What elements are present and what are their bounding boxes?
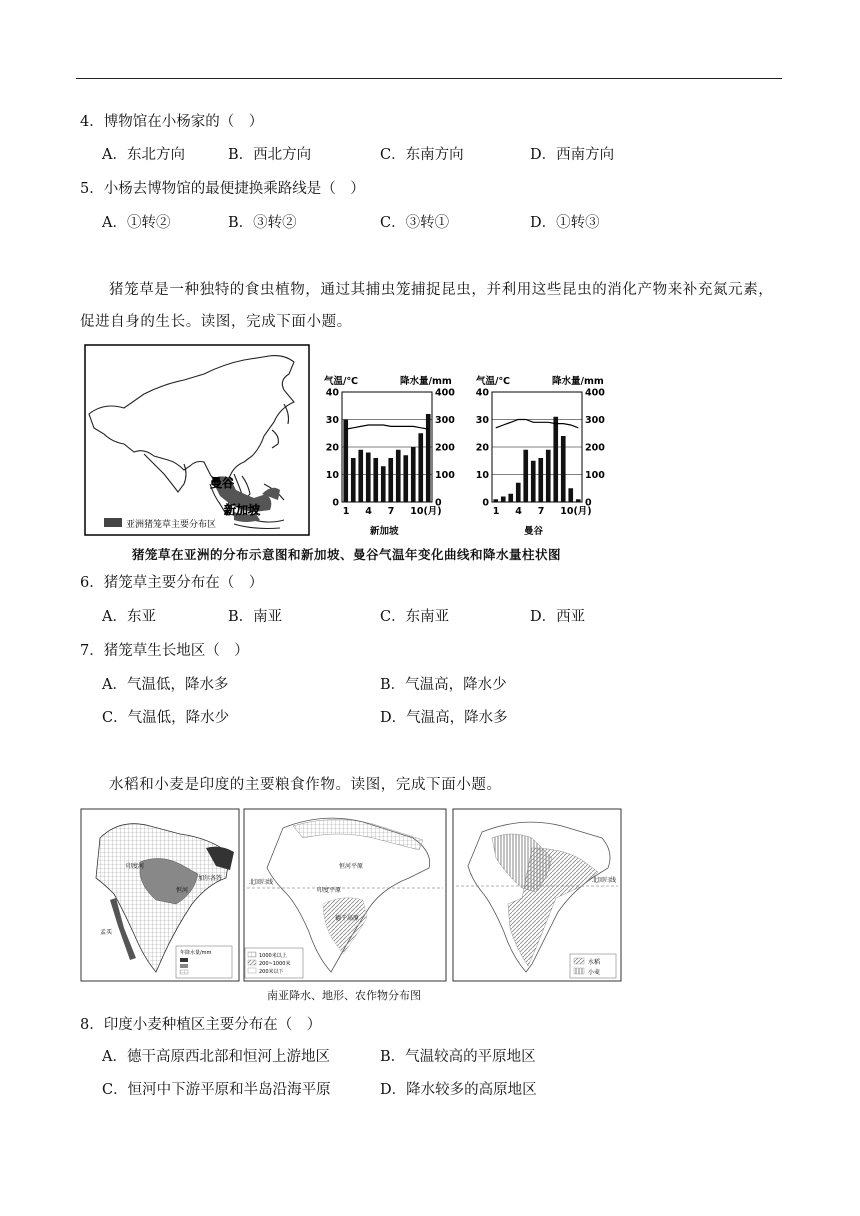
bk-precip-bar [553, 417, 558, 502]
sg-precip-tick: 100 [435, 470, 455, 481]
sg-precip-tick: 300 [435, 415, 455, 426]
sg-month-tick: 7 [387, 506, 395, 517]
q6-option-d[interactable]: D．西亚 [530, 609, 586, 625]
bk-precip-tick: 0 [585, 497, 592, 509]
q8-option-d[interactable]: D．降水较多的高原地区 [380, 1082, 537, 1098]
bk-precip-bar [501, 497, 506, 503]
sg-temp-tick: 30 [325, 415, 339, 426]
bk-precip-tick: 200 [585, 442, 605, 454]
map1-label-ganges: 恒河 [176, 887, 189, 894]
bk-temp-tick: 0 [482, 497, 489, 509]
bk-precip-bar [538, 458, 543, 502]
sg-precip-bar [381, 466, 386, 502]
q8-option-b[interactable]: B．气温较高的平原地区 [380, 1049, 536, 1065]
sg-precip-tick: 200 [435, 442, 455, 454]
sg-temp-tick: 40 [325, 387, 339, 399]
map1-legend-title: 年降水量/mm [180, 950, 212, 956]
figure1-caption: 猪笼草在亚洲的分布示意图和新加坡、曼谷气温年变化曲线和降水量柱状图 [132, 547, 562, 562]
sg-precip-bar [418, 433, 423, 502]
singapore-climate-chart [324, 375, 455, 537]
bangkok-climate-chart [476, 375, 605, 537]
map-label-bangkok: 曼谷 [210, 476, 235, 490]
bk-precip-bar [508, 494, 513, 502]
sg-temp-tick: 10 [325, 470, 339, 481]
q4-option-d[interactable]: D．西南方向 [530, 147, 615, 163]
bk-precip-bar [531, 461, 536, 502]
header-rule [76, 78, 782, 79]
map2-label-deccan: 德干高原 [335, 915, 360, 922]
map3-legend-wheat: 小麦 [588, 969, 601, 976]
sg-precip-bar [366, 453, 371, 503]
bk-precip-bar [576, 499, 581, 502]
sg-precip-bar [373, 458, 378, 502]
q4-option-c[interactable]: C．东南方向 [380, 147, 464, 163]
pitcher-plant-figure [84, 344, 610, 540]
map1-label-indus: 印度河 [126, 863, 145, 870]
sg-month-tick: 1 [342, 506, 350, 517]
bk-temp-tick: 20 [475, 442, 489, 454]
bk-precip-bar [523, 450, 528, 502]
bk-month-tick: 10(月) [560, 506, 592, 517]
bk-temp-tick: 10 [475, 470, 489, 481]
map-legend-text: 亚洲猪笼草主要分布区 [126, 520, 217, 530]
map2-label-ganges-plain: 恒河平原 [339, 863, 364, 870]
bk-month-tick: 4 [515, 506, 522, 517]
sg-precip-axis-label: 降水量/mm [400, 376, 452, 387]
intro-paragraph-india-crops: 水稻和小麦是印度的主要粮食作物。读图，完成下面小题。 [109, 777, 502, 793]
bk-precip-tick: 300 [585, 415, 605, 426]
bk-station-name: 曼谷 [524, 526, 544, 537]
question-7-stem: 7．猪笼草生长地区（ ） [80, 643, 249, 659]
map2-label-india-plain: 印度平原 [317, 887, 342, 894]
q5-option-d[interactable]: D．①转③ [530, 215, 600, 231]
q8-option-c[interactable]: C．恒河中下游平原和半岛沿海平原 [102, 1082, 331, 1098]
sg-precip-bar [343, 420, 348, 503]
asia-map-frame [85, 345, 309, 535]
map3-label-tropic: 北回归线 [592, 877, 617, 884]
bk-precip-tick: 400 [585, 387, 605, 399]
svg-text:1000米以上: 1000米以上 [259, 953, 287, 959]
map1-label-mumbai: 孟买 [100, 929, 113, 936]
q4-option-b[interactable]: B．西北方向 [228, 147, 312, 163]
q8-option-a[interactable]: A．德干高原西北部和恒河上游地区 [102, 1049, 330, 1065]
sg-precip-tick: 0 [435, 497, 442, 509]
terrain-map [244, 809, 446, 981]
q5-option-c[interactable]: C．③转① [380, 215, 450, 231]
sg-precip-tick: 400 [435, 387, 455, 399]
figure2-caption: 南亚降水、地形、农作物分布图 [267, 989, 421, 1002]
precipitation-map [81, 809, 239, 981]
sg-precip-bar [351, 458, 356, 502]
bk-month-tick: 1 [492, 506, 500, 517]
map1-label-kolkata: 加尔各答 [198, 875, 223, 882]
bk-precip-bar [493, 499, 498, 502]
q5-option-a[interactable]: A．①转② [102, 215, 171, 231]
q7-option-a[interactable]: A．气温低，降水多 [102, 677, 229, 693]
map3-legend-rice: 水稻 [588, 959, 601, 966]
sg-temp-tick: 0 [332, 497, 339, 509]
svg-text:200~1000米: 200~1000米 [259, 961, 291, 967]
sg-precip-bar [411, 447, 416, 502]
sg-precip-bar [403, 455, 408, 502]
intro-paragraph-pitcher-plant: 猪笼草是一种独特的食虫植物，通过其捕虫笼捕捉昆虫，并利用这些昆虫的消化产物来补充氮元素，促进自身的生长。读图，完成下面小题。 [80, 282, 774, 330]
sg-month-tick: 10(月) [410, 506, 442, 517]
sg-temp-axis-label: 气温/℃ [324, 376, 358, 387]
bk-precip-bar [546, 450, 551, 502]
question-5-stem: 5．小杨去博物馆的最便捷换乘路线是（ ） [80, 181, 365, 197]
question-6-stem: 6．猪笼草主要分布在（ ） [80, 575, 264, 591]
bk-precip-bar [561, 436, 566, 502]
map-label-singapore: 新加坡 [224, 503, 261, 517]
legend-swatch [104, 518, 122, 527]
svg-text:200米以下: 200米以下 [259, 969, 284, 975]
q6-option-c[interactable]: C．东南亚 [380, 609, 450, 625]
crops-map [453, 809, 621, 981]
q7-option-d[interactable]: D．气温高，降水多 [380, 710, 508, 726]
sg-month-tick: 4 [365, 506, 372, 517]
map2-label-tropic: 北回归线 [249, 879, 274, 886]
south-asia-maps-figure [80, 808, 622, 984]
bk-temp-tick: 40 [475, 387, 489, 399]
question-8-stem: 8．印度小麦种植区主要分布在（ ） [80, 1017, 322, 1033]
question-4-stem: 4．博物馆在小杨家的（ ） [80, 114, 264, 130]
q6-option-b[interactable]: B．南亚 [228, 609, 283, 625]
bk-precip-bar [568, 488, 573, 502]
bk-temp-axis-label: 气温/℃ [476, 376, 510, 387]
q6-option-a[interactable]: A．东亚 [102, 609, 156, 625]
q5-option-b[interactable]: B．③转② [228, 215, 297, 231]
bk-temp-tick: 30 [475, 415, 489, 426]
sg-precip-bar [358, 450, 363, 502]
sg-station-name: 新加坡 [370, 526, 399, 537]
sg-precip-bar [426, 414, 431, 502]
bk-precip-bar [516, 483, 521, 502]
sg-precip-bar [388, 458, 393, 502]
sg-precip-bar [396, 450, 401, 502]
q7-option-c[interactable]: C．气温低，降水少 [102, 710, 230, 726]
bk-precip-tick: 100 [585, 470, 605, 481]
sg-temp-tick: 20 [325, 442, 339, 454]
bk-precip-axis-label: 降水量/mm [552, 376, 604, 387]
q4-option-a[interactable]: A．东北方向 [102, 147, 185, 163]
q7-option-b[interactable]: B．气温高，降水少 [380, 677, 507, 693]
bk-month-tick: 7 [537, 506, 545, 517]
